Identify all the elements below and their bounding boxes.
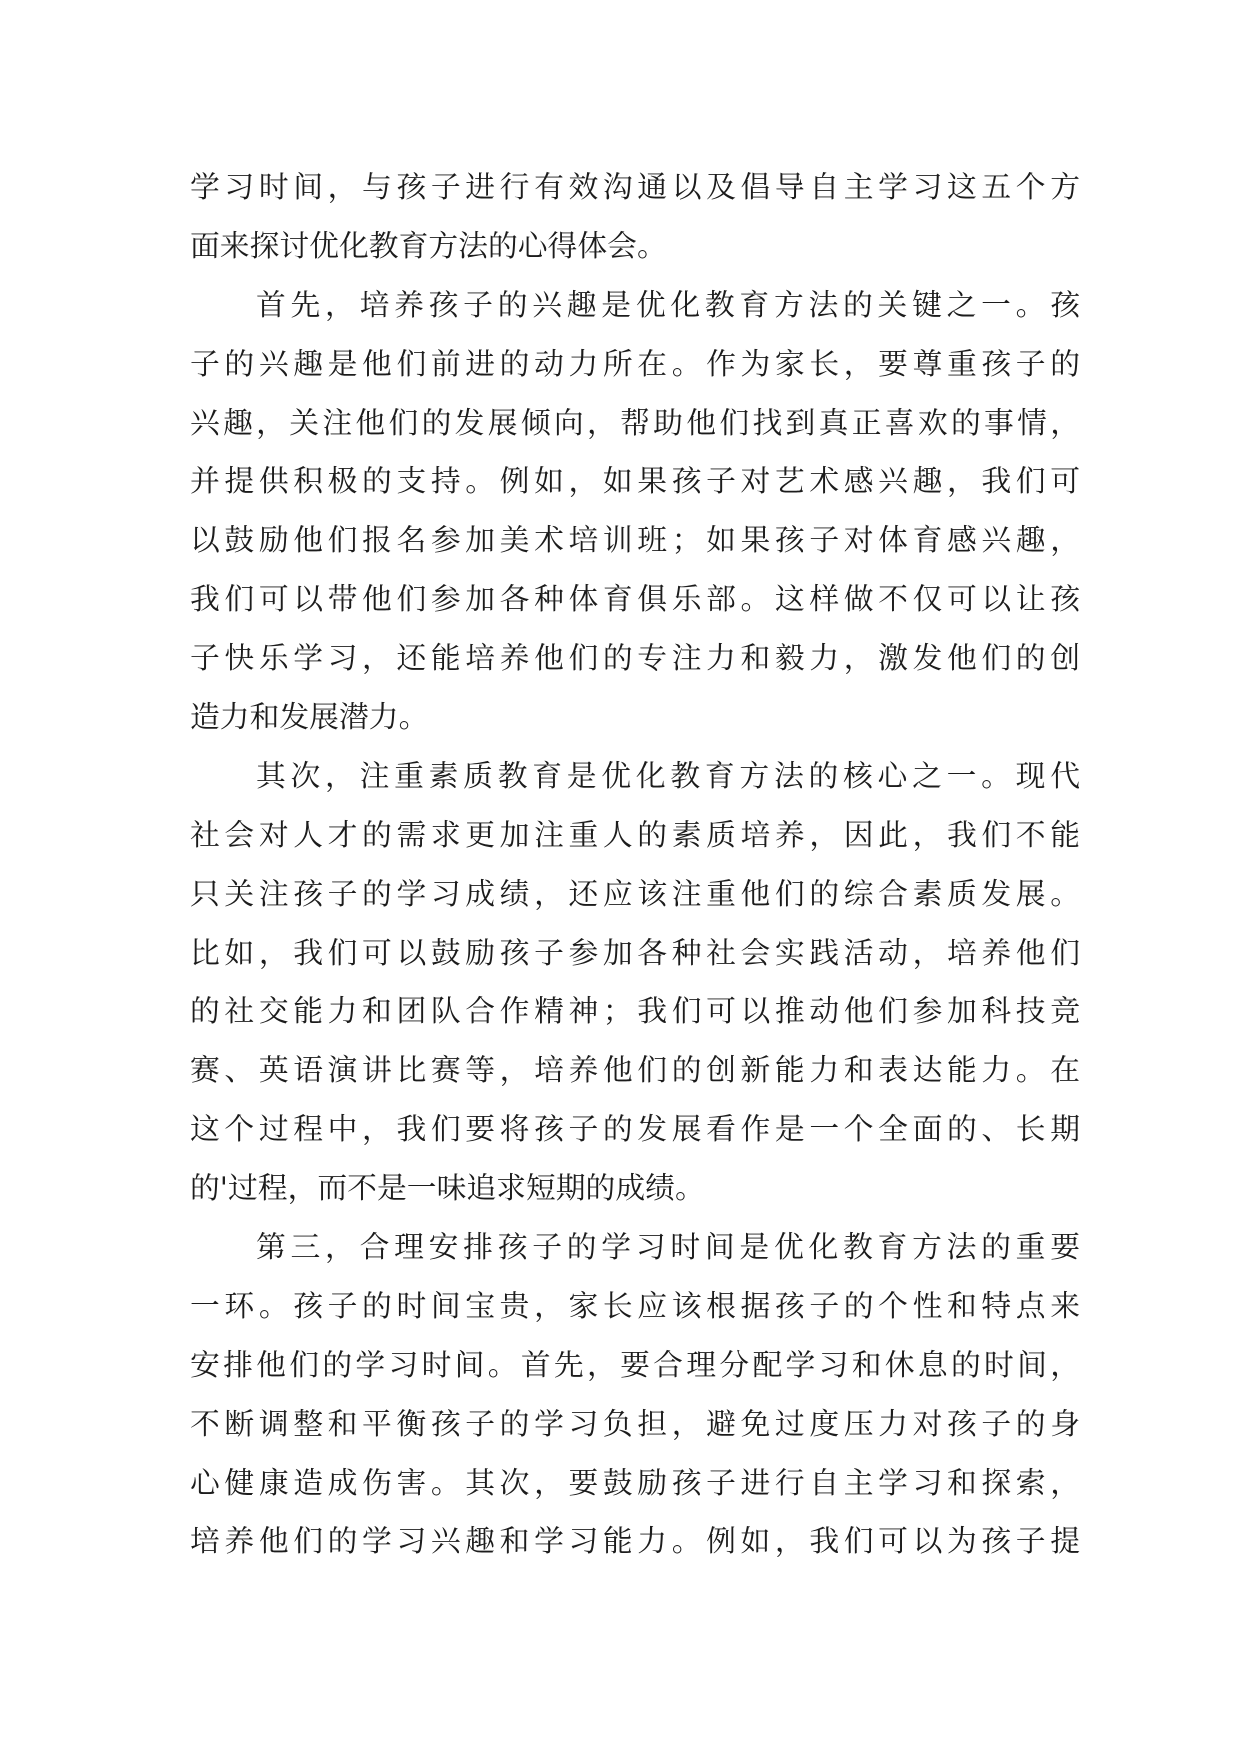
text-line: 子快乐学习，还能培养他们的专注力和毅力，激发他们的创: [190, 641, 1080, 677]
text-line: 比如，我们可以鼓励孩子参加各种社会实践活动，培养他们: [190, 935, 1080, 971]
text-line: 以鼓励他们报名参加美术培训班；如果孩子对体育感兴趣，: [190, 523, 1080, 559]
text-line: 一环。孩子的时间宝贵，家长应该根据孩子的个性和特点来: [190, 1288, 1080, 1324]
text-line: 兴趣，关注他们的发展倾向，帮助他们找到真正喜欢的事情，: [190, 405, 1080, 441]
paragraph: [190, 1219, 1080, 1572]
paragraph: [190, 159, 1080, 277]
text-line: 其次，注重素质教育是优化教育方法的核心之一。现代: [256, 758, 1080, 794]
text-line: 赛、英语演讲比赛等，培养他们的创新能力和表达能力。在: [190, 1053, 1080, 1089]
text-line: 社会对人才的需求更加注重人的素质培养，因此，我们不能: [190, 817, 1080, 853]
text-line: 造力和发展潜力。: [190, 700, 429, 736]
text-line: 心健康造成伤害。其次，要鼓励孩子进行自主学习和探索，: [190, 1465, 1080, 1501]
text-line: 学习时间，与孩子进行有效沟通以及倡导自主学习这五个方: [190, 170, 1080, 205]
text-line: 只关注孩子的学习成绩，还应该注重他们的综合素质发展。: [190, 876, 1080, 912]
body-text: [190, 159, 1080, 1572]
text-line: 我们可以带他们参加各种体育俱乐部。这样做不仅可以让孩: [190, 582, 1080, 618]
text-line: 这个过程中，我们要将孩子的发展看作是一个全面的、长期: [190, 1112, 1080, 1148]
text-line: 的社交能力和团队合作精神；我们可以推动他们参加科技竞: [190, 994, 1080, 1030]
text-line: 首先，培养孩子的兴趣是优化教育方法的关键之一。孩: [256, 287, 1080, 323]
text-line: 的'过程，而不是一味追求短期的成绩。: [190, 1171, 705, 1207]
text-line: 不断调整和平衡孩子的学习负担，避免过度压力对孩子的身: [190, 1406, 1080, 1442]
paragraph: [190, 748, 1080, 1219]
text-line: 第三，合理安排孩子的学习时间是优化教育方法的重要: [256, 1230, 1080, 1266]
paragraph: [190, 277, 1080, 748]
text-line: 子的兴趣是他们前进的动力所在。作为家长，要尊重孩子的: [190, 346, 1080, 382]
text-line: 并提供积极的支持。例如，如果孩子对艺术感兴趣，我们可: [190, 464, 1080, 500]
text-line: 安排他们的学习时间。首先，要合理分配学习和休息的时间，: [190, 1347, 1080, 1383]
text-line: 培养他们的学习兴趣和学习能力。例如，我们可以为孩子提: [190, 1524, 1080, 1560]
text-line: 面来探讨优化教育方法的心得体会。: [190, 228, 667, 264]
